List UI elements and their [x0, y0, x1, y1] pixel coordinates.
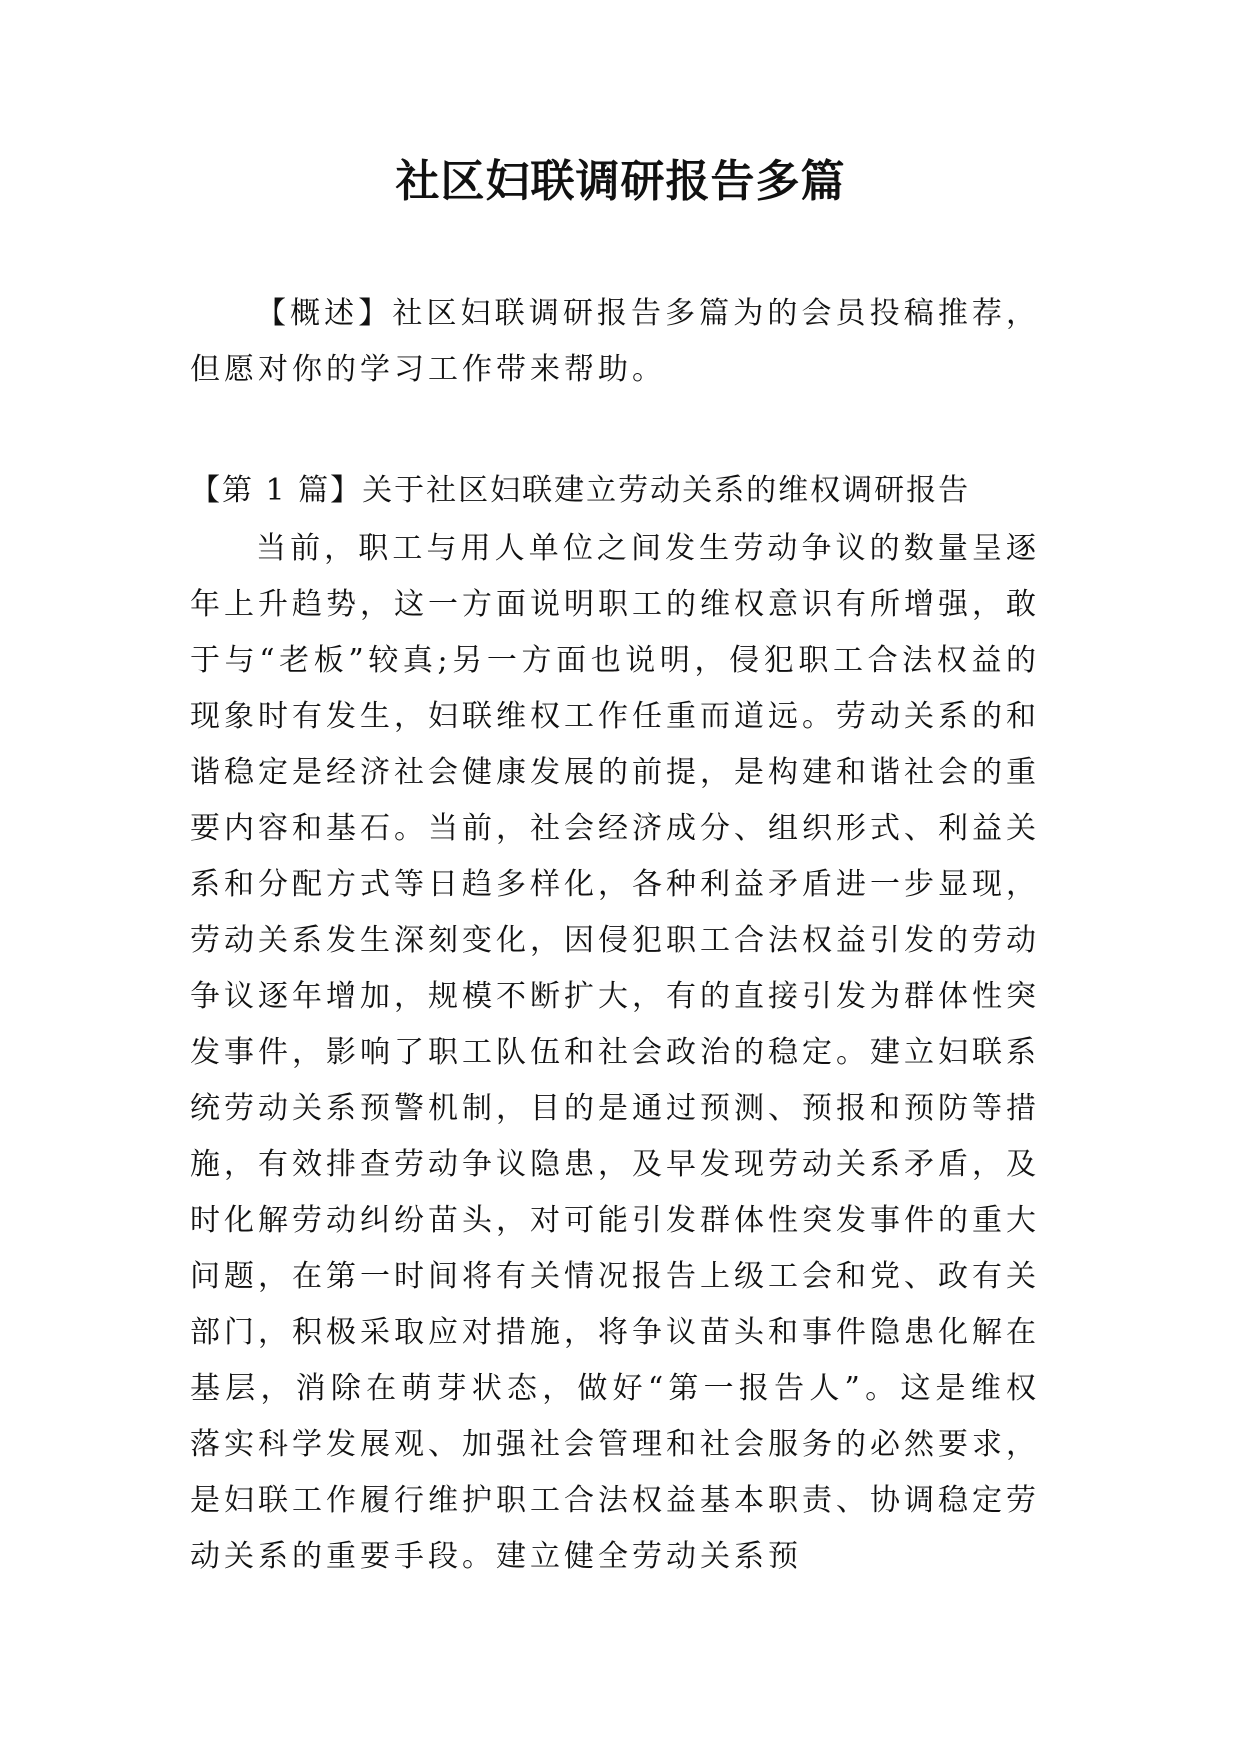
summary-paragraph: 【概述】社区妇联调研报告多篇为的会员投稿推荐，但愿对你的学习工作带来帮助。	[190, 296, 1040, 387]
document-title: 社区妇联调研报告多篇	[395, 156, 846, 207]
section-heading: 【第 1 篇】关于社区妇联建立劳动关系的维权调研报告	[190, 473, 971, 508]
article-paragraph: 当前，职工与用人单位之间发生劳动争议的数量呈逐年上升趋势，这一方面说明职工的维权意识有所增强，敢于与“老板”较真;另一方面也说明，侵犯职工合法权益的现象时有发生，妇联维权工作任重而道远。劳动关系的和谐稳定是经济社会健康发展的前提，是构建和谐社会的重要内容和基石。当前，社会经济成分、组织形式、利益关系和分配方式等日趋多样化，各种利益矛盾进一步显现，劳动关系发生深刻变化，因侵犯职工合法权益引发的劳动争议逐年增加，规模不断扩大，有的直接引发为群体性突发事件，影响了职工队伍和社会政治的稳定。建立妇联系统劳动关系预警机制，目的是通过预测、预报和预防等措施，有效排查劳动争议隐患，及早发现劳动关系矛盾，及时化解劳动纠纷苗头，对可能引发群体性突发事件的重大问题，在第一时间将有关情况报告上级工会和党、政有关部门，积极采取应对措施，将争议苗头和事件隐患化解在基层，消除在萌芽状态，做好“第一报告人”。这是维权落实科学发展观、加强社会管理和社会服务的必然要求，是妇联工作履行维护职工合法权益基本职责、协调稳定劳动关系的重要手段。建立健全劳动关系预	[190, 531, 1040, 1574]
